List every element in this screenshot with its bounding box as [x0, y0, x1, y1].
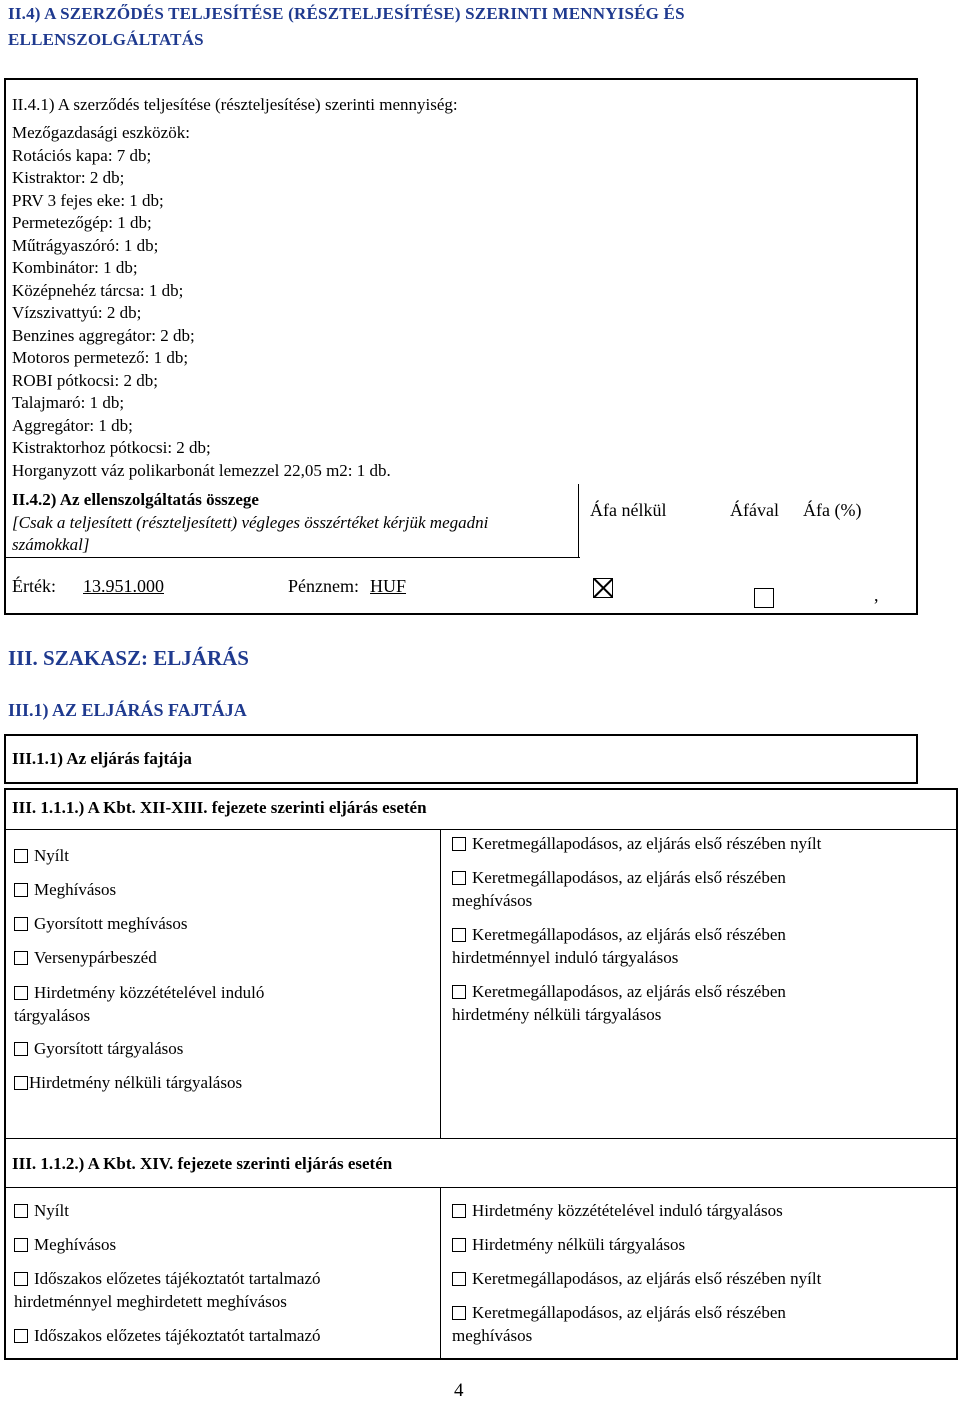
part2-divider: [440, 1187, 441, 1360]
option-label: Időszakos előzetes tájékoztatót tartalmazó: [34, 1269, 321, 1288]
option-label-cont: hirdetmény nélküli tárgyalásos: [452, 1004, 662, 1024]
checkbox[interactable]: [14, 1329, 28, 1343]
quantity-line: Vízszivattyú: 2 db;: [12, 303, 142, 322]
checkbox[interactable]: [14, 883, 28, 897]
quantity-line: Középnehéz tárcsa: 1 db;: [12, 280, 184, 300]
option-xiv-idoszakos[interactable]: [14, 1325, 321, 1348]
quantity-line: Kistraktorhoz pótkocsi: 2 db;: [12, 438, 211, 457]
option-xiv-hirdetmeny-kozzetetelevel[interactable]: [452, 1200, 783, 1223]
checkbox[interactable]: [14, 951, 28, 965]
part1-heading: III. 1.1.1.) A Kbt. XII-XIII. fejezete szerinti eljárás esetén: [12, 798, 427, 817]
quantity-line: Kombinátor: 1 db;: [12, 258, 138, 277]
part1-top-rule: [4, 829, 958, 830]
quantity-line: Műtrágyaszóró: 1 db;: [12, 235, 159, 255]
quantity-line: PRV 3 fejes eke: 1 db;: [12, 190, 164, 210]
part2-top-rule: [4, 1187, 958, 1188]
penznem-label: Pénznem:: [288, 576, 359, 596]
checkbox[interactable]: [452, 985, 466, 999]
option-label: Gyorsított tárgyalásos: [34, 1039, 184, 1058]
option-label-cont: tárgyalásos: [14, 1005, 91, 1025]
option-hirdetmeny-kozzetetelevel[interactable]: [14, 982, 264, 1027]
option-label: Keretmegállapodásos, az eljárás első részében: [472, 868, 786, 887]
quantity-line: Rotációs kapa: 7 db;: [12, 145, 152, 165]
price-note-line1: [Csak a teljesített (részteljesített) végleges összértéket kérjük megadni: [12, 513, 489, 532]
option-xiv-keret-nyilt[interactable]: [452, 1268, 821, 1291]
option-label: Keretmegállapodásos, az eljárás első részében: [472, 1303, 786, 1322]
option-label: Meghívásos: [34, 1235, 117, 1254]
option-xiv-keret-meghivasos[interactable]: [452, 1302, 786, 1347]
checkbox[interactable]: [14, 1076, 28, 1090]
option-nyilt[interactable]: [14, 845, 69, 868]
ertek-value[interactable]: 13.951.000: [83, 576, 164, 596]
option-label: Nyílt: [34, 1201, 69, 1220]
price-heading: II.4.2) Az ellenszolgáltatás összege: [12, 490, 259, 509]
checkbox[interactable]: [452, 1238, 466, 1252]
price-note: [12, 512, 488, 556]
procedure-type-heading: III.1.1) Az eljárás fajtája: [12, 749, 192, 768]
col-afaval: Áfával: [730, 500, 779, 520]
quantity-heading: II.4.1) A szerződés teljesítése (részteljesítése) szerinti mennyiség:: [12, 95, 458, 114]
option-xiv-idoszakos-meghivasos[interactable]: [14, 1268, 321, 1313]
option-label-cont: meghívásos: [452, 890, 533, 910]
option-keret-meghivasos[interactable]: [452, 867, 786, 912]
checkbox[interactable]: [452, 1204, 466, 1218]
checkbox[interactable]: [452, 1272, 466, 1286]
quantity-line: Benzines aggregátor: 2 db;: [12, 325, 195, 345]
quantity-line: ROBI pótkocsi: 2 db;: [12, 370, 158, 390]
quantity-line: Kistraktor: 2 db;: [12, 168, 125, 187]
option-label: Meghívásos: [34, 880, 117, 899]
checkbox[interactable]: [452, 928, 466, 942]
option-label: Keretmegállapodásos, az eljárás első részében: [472, 925, 786, 944]
option-label: Nyílt: [34, 846, 69, 865]
option-label: Hirdetmény nélküli tárgyalásos: [29, 1073, 243, 1092]
checkbox[interactable]: [14, 917, 28, 931]
part2-heading: III. 1.1.2.) A Kbt. XIV. fejezete szerinti eljárás esetén: [12, 1154, 393, 1173]
checkbox[interactable]: [14, 1042, 28, 1056]
option-label-cont: meghívásos: [452, 1325, 533, 1345]
option-xiv-hirdetmeny-nelkuli[interactable]: [452, 1234, 685, 1257]
col-afa-nelkul: Áfa nélkül: [590, 500, 667, 520]
option-label: Gyorsított meghívásos: [34, 914, 188, 933]
quantity-list: [12, 122, 391, 482]
quantity-line: Horganyzott váz polikarbonát lemezzel 22,05 m2: 1 db.: [12, 460, 391, 480]
price-divider-bottom: [4, 557, 580, 558]
option-label: Hirdetmény közzétételével induló: [34, 983, 265, 1002]
afa-pct-value[interactable]: ,: [874, 585, 879, 605]
quantity-line: Permetezőgép: 1 db;: [12, 213, 152, 232]
option-gyorsitott-targyalasos[interactable]: [14, 1038, 183, 1061]
option-meghivasos[interactable]: [14, 879, 116, 902]
option-label: Hirdetmény közzétételével induló tárgyalásos: [472, 1201, 783, 1220]
option-xiv-meghivasos[interactable]: [14, 1234, 116, 1257]
checkbox[interactable]: [452, 837, 466, 851]
option-keret-nyilt[interactable]: [452, 833, 821, 856]
checkbox[interactable]: [452, 871, 466, 885]
checkbox[interactable]: [14, 1272, 28, 1286]
checkbox[interactable]: [14, 986, 28, 1000]
section-iii-title: III. SZAKASZ: ELJÁRÁS: [8, 646, 249, 670]
penznem-value[interactable]: HUF: [370, 576, 407, 596]
option-label: Hirdetmény nélküli tárgyalásos: [472, 1235, 686, 1254]
quantity-line: Aggregátor: 1 db;: [12, 415, 133, 435]
checkbox[interactable]: [14, 1204, 28, 1218]
col-afa-pct: Áfa (%): [803, 500, 862, 520]
part1-bottom-rule: [4, 1138, 958, 1139]
section-heading: [8, 4, 685, 50]
section-iii1-title: III.1) AZ ELJÁRÁS FAJTÁJA: [8, 700, 247, 720]
afaval-checkbox[interactable]: [754, 588, 774, 608]
option-keret-hirdetmeny-nelkuli[interactable]: [452, 981, 786, 1026]
price-column-divider: [578, 484, 579, 557]
option-label-cont: hirdetménnyel induló tárgyalásos: [452, 947, 679, 967]
checkbox[interactable]: [14, 849, 28, 863]
afa-nelkul-checkbox-checked[interactable]: [593, 578, 613, 598]
option-label: Keretmegállapodásos, az eljárás első részében nyílt: [472, 834, 822, 853]
option-label: Keretmegállapodásos, az eljárás első részében: [472, 982, 786, 1001]
option-keret-hirdetmennyel[interactable]: [452, 924, 786, 969]
section-heading-line1: II.4) A SZERZŐDÉS TELJESÍTÉSE (RÉSZTELJESÍTÉSE) SZERINTI MENNYISÉG ÉS: [8, 4, 685, 23]
option-label: Versenypárbeszéd: [34, 948, 157, 967]
section-heading-line2: ELLENSZOLGÁLTATÁS: [8, 30, 204, 49]
quantity-line: Talajmaró: 1 db;: [12, 393, 125, 412]
page-number: 4: [454, 1380, 464, 1401]
price-note-line2: számokkal]: [12, 535, 90, 554]
option-versenyparbeszed[interactable]: [14, 947, 157, 970]
ertek-label: Érték:: [12, 576, 56, 596]
option-hirdetmeny-nelkuli[interactable]: [14, 1072, 242, 1095]
option-label: Időszakos előzetes tájékoztatót tartalmazó: [34, 1326, 321, 1345]
option-label: Keretmegállapodásos, az eljárás első részében nyílt: [472, 1269, 822, 1288]
option-label-cont: hirdetménnyel meghirdetett meghívásos: [14, 1291, 287, 1311]
quantity-line: Motoros permetező: 1 db;: [12, 348, 189, 367]
part1-divider: [440, 829, 441, 1138]
option-xiv-nyilt[interactable]: [14, 1200, 69, 1223]
checkbox[interactable]: [14, 1238, 28, 1252]
option-gyorsitott-meghivasos[interactable]: [14, 913, 187, 936]
checkbox[interactable]: [452, 1306, 466, 1320]
quantity-line: Mezőgazdasági eszközök:: [12, 123, 190, 142]
